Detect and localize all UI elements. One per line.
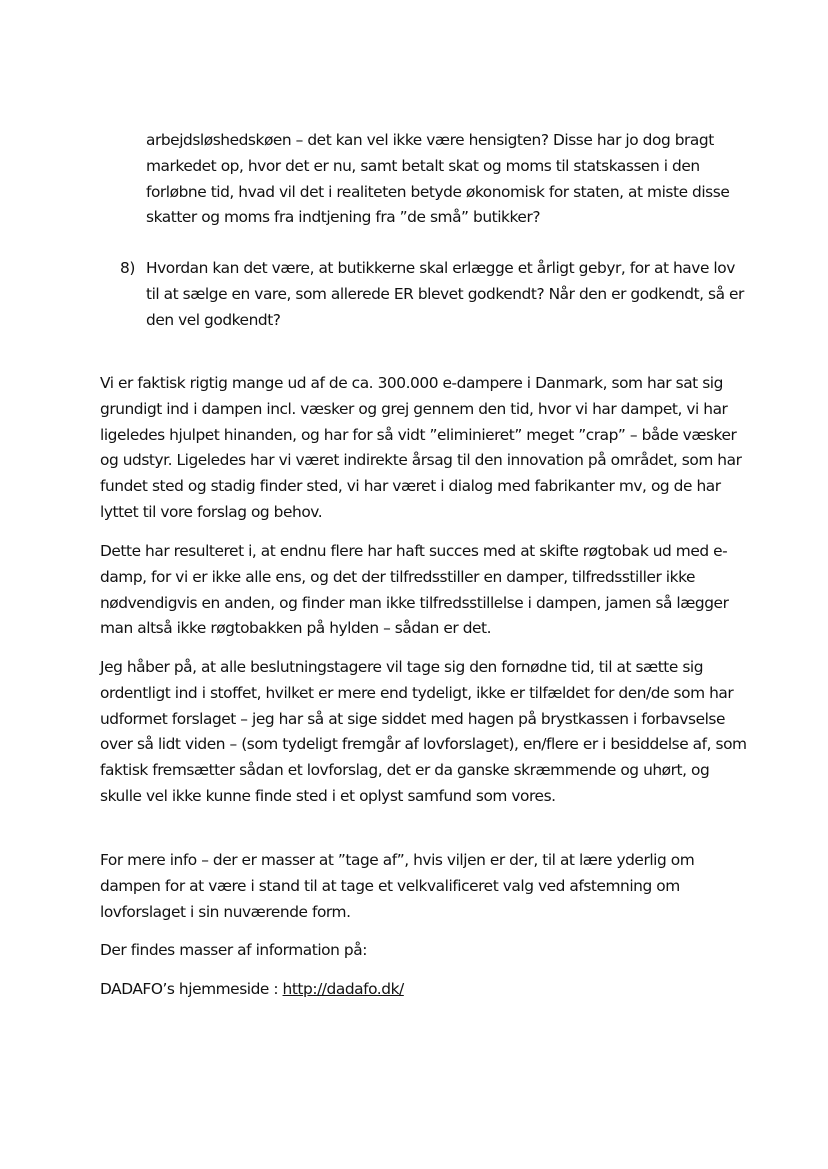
paragraph-information-intro: Der findes masser af information på:: [100, 941, 367, 959]
list-item-continuation: arbejdsløshedskøen – det kan vel ikke være hensigten? Disse har jo dog bragt markedet op, hvor det er nu, samt betalt skat og moms til statskassen i den forløbne tid, hvad vil det i realiteten betyde økonomisk for staten, at miste disse skatter og moms fra indtjening fra ”de små” butikker?: [146, 131, 730, 227]
homepage-line: [100, 977, 750, 1003]
homepage-label: DADAFO’s hjemmeside :: [100, 980, 283, 998]
paragraph-e-dampers: Vi er faktisk rigtig mange ud af de ca. 300.000 e-dampere i Danmark, som har sat sig grundigt ind i dampen incl. væsker og grej gennem den tid, hvor vi har dampet, vi har ligeledes hjulpet hinanden, og har for så vidt ”eliminieret” meget ”crap” – både væsker og udstyr. Ligeledes har vi været indirekte årsag til den innovation på området, som har fundet sted og stadig finder sted, vi har været i dialog med fabrikanter mv, og de har lyttet til vore forslag og behov.: [100, 374, 742, 521]
list-item-number: 8): [120, 259, 135, 277]
list-item-8: [120, 256, 746, 333]
paragraph-more-info: For mere info – der er masser at ”tage af”, hvis viljen er der, til at lære yderlig om dampen for at være i stand til at tage et velkvalificeret valg ved afstemning om lovforslaget i sin nuværende form.: [100, 851, 695, 921]
dadafo-link[interactable]: http://dadafo.dk/: [282, 980, 404, 998]
paragraph-result: Dette har resulteret i, at endnu flere har haft succes med at skifte røgtobak ud med e-damp, for vi er ikke alle ens, og det der tilfredsstiller en damper, tilfredsstiller ikke nødvendigvis en anden, og finder man ikke tilfredsstillelse i dampen, jamen så lægger man altså ikke røgtobakken på hylden – sådan er det.: [100, 542, 729, 638]
list-item-text: Hvordan kan det være, at butikkerne skal erlægge et årligt gebyr, for at have lov til at sælge en vare, som allerede ER blevet godkendt? Når den er godkendt, så er den vel godkendt?: [146, 259, 744, 329]
paragraph-decision-makers: Jeg håber på, at alle beslutningstagere vil tage sig den fornødne tid, til at sætte sig ordentligt ind i stoffet, hvilket er mere end tydeligt, ikke er tilfældet for den/de som har udformet forslaget – jeg har så at sige siddet med hagen på brystkassen i forbavselse over så lidt viden – (som tydeligt fremgår af lovforslaget), en/flere er i besiddelse af, som faktisk fremsætter sådan et lovforslag, det er da ganske skræmmende og uhørt, og skulle vel ikke kunne finde sted i et oplyst samfund som vores.: [100, 658, 747, 805]
